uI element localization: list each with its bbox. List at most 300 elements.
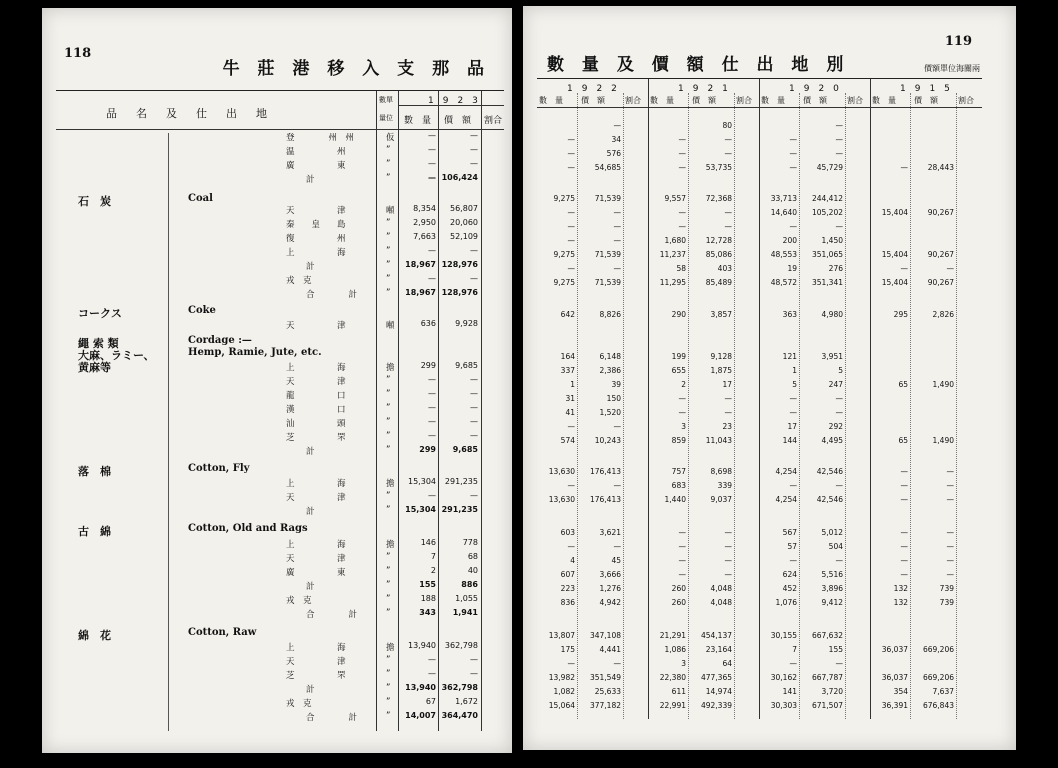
unit-mark: ” <box>386 566 391 576</box>
left-table <box>56 90 504 731</box>
val-cell: 9,685 <box>455 361 478 370</box>
val-cell: — <box>835 121 843 130</box>
col-divider <box>438 91 439 731</box>
left-page-number: 118 <box>64 46 92 61</box>
origin-place: 戎 克 <box>286 596 312 606</box>
val-cell: 8,698 <box>710 467 732 476</box>
qty-cell: — <box>428 431 436 440</box>
qty-cell: — <box>678 149 686 158</box>
year-label: 1 9 1 5 <box>900 84 950 94</box>
qty-cell: 574 <box>560 436 575 445</box>
qty-cell: 22,380 <box>659 673 686 682</box>
val-cell: 71,539 <box>594 194 621 203</box>
val-cell: 90,267 <box>927 278 954 287</box>
val-cell: 576 <box>606 149 621 158</box>
val-cell: 477,365 <box>700 673 732 682</box>
qty-cell: 15,304 <box>405 505 436 514</box>
qty-cell: 13,807 <box>548 631 575 640</box>
val-cell: 667,787 <box>811 673 843 682</box>
origin-place: 上 海 <box>286 643 346 653</box>
origin-place: 計 <box>306 685 315 695</box>
qty-cell: — <box>900 467 908 476</box>
unit-mark: 擔 <box>386 479 395 489</box>
qty-cell: 19 <box>787 264 797 273</box>
unit-mark: ” <box>386 403 391 413</box>
qty-cell: 175 <box>560 645 575 654</box>
qty-cell: 31 <box>565 394 575 403</box>
origin-place: 漢 口 <box>286 405 346 415</box>
val-cell: — <box>946 542 954 551</box>
qty-cell: 836 <box>560 598 575 607</box>
unit-mark: ” <box>386 232 391 242</box>
val-cell: — <box>470 431 478 440</box>
qty-cell: — <box>567 422 575 431</box>
col-qty-label: 數 量 <box>650 96 674 105</box>
origin-place: 上 海 <box>286 248 346 258</box>
origin-place: 上 海 <box>286 363 346 373</box>
category-name-en: Cotton, Fly <box>188 463 250 474</box>
unit-mark: ” <box>386 445 391 455</box>
qty-cell: — <box>567 481 575 490</box>
val-cell: 351,549 <box>589 673 621 682</box>
origin-place: 上 海 <box>286 540 346 550</box>
val-cell: — <box>724 556 732 565</box>
unit-mark: ” <box>386 505 391 515</box>
left-page-title: 牛 莊 港 移 入 支 那 品 <box>222 59 490 79</box>
qty-cell: 4 <box>570 556 575 565</box>
val-cell: 669,206 <box>922 673 954 682</box>
val-cell: 669,206 <box>922 645 954 654</box>
val-cell: 4,495 <box>821 436 843 445</box>
qty-cell: — <box>428 655 436 664</box>
val-cell: 403 <box>717 264 732 273</box>
qty-cell: 14,007 <box>405 711 436 720</box>
qty-cell: — <box>428 375 436 384</box>
val-cell: — <box>470 246 478 255</box>
qty-cell: 299 <box>420 361 436 370</box>
left-page <box>42 8 512 753</box>
qty-cell: — <box>900 528 908 537</box>
val-cell: 53,735 <box>705 163 732 172</box>
qty-cell: 15,404 <box>881 208 908 217</box>
val-cell: — <box>613 222 621 231</box>
qty-cell: — <box>428 145 436 154</box>
val-cell: 176,413 <box>589 495 621 504</box>
year-label: 1 9 2 1 <box>678 84 728 94</box>
val-cell: 1,941 <box>452 608 478 617</box>
qty-cell: — <box>789 556 797 565</box>
year-label: 1 9 2 2 <box>567 84 617 94</box>
header-unit-top: 數單 <box>379 96 393 104</box>
qty-cell: — <box>789 149 797 158</box>
val-cell: 9,037 <box>710 495 732 504</box>
val-cell: 80 <box>722 121 732 130</box>
qty-cell: 15,064 <box>548 701 575 710</box>
origin-place: 廣 東 <box>286 568 346 578</box>
category-name-jp: 綿 花 <box>78 629 111 642</box>
val-cell: — <box>946 495 954 504</box>
qty-cell: — <box>428 131 436 140</box>
val-cell: 71,539 <box>594 278 621 287</box>
qty-cell: 337 <box>560 366 575 375</box>
unit-mark: ” <box>386 697 391 707</box>
qty-cell: 13,940 <box>405 683 436 692</box>
val-cell: — <box>470 669 478 678</box>
val-cell: 276 <box>828 264 843 273</box>
col-val-label: 價 額 <box>581 96 605 105</box>
origin-place: 計 <box>306 175 315 185</box>
val-cell: 64 <box>722 659 732 668</box>
qty-cell: — <box>428 417 436 426</box>
header-ratio: 割合 <box>484 116 503 126</box>
qty-cell: — <box>678 556 686 565</box>
qty-cell: 200 <box>782 236 797 245</box>
origin-place: 復 州 <box>286 234 346 244</box>
val-cell: — <box>613 542 621 551</box>
val-cell: — <box>724 208 732 217</box>
qty-cell: — <box>900 542 908 551</box>
category-name-jp: 古 綿 <box>78 525 111 538</box>
val-cell: 90,267 <box>927 208 954 217</box>
val-cell: 42,546 <box>816 495 843 504</box>
unit-mark: ” <box>386 145 391 155</box>
qty-cell: 9,275 <box>553 194 575 203</box>
qty-cell: 5 <box>792 380 797 389</box>
origin-place: 計 <box>306 582 315 592</box>
qty-cell: 655 <box>671 366 686 375</box>
unit-mark: 仮 <box>386 133 395 143</box>
val-cell: 1,055 <box>455 594 478 603</box>
qty-cell: 65 <box>898 380 908 389</box>
qty-cell: — <box>428 173 436 182</box>
val-cell: — <box>470 274 478 283</box>
qty-cell: 757 <box>671 467 686 476</box>
sub-column-divider <box>956 93 957 719</box>
qty-cell: 13,630 <box>548 467 575 476</box>
val-cell: — <box>724 528 732 537</box>
qty-cell: — <box>428 669 436 678</box>
val-cell: 25,633 <box>594 687 621 696</box>
origin-place: 登 州 州 <box>286 133 355 143</box>
val-cell: 9,685 <box>452 445 478 454</box>
qty-cell: 22,991 <box>659 701 686 710</box>
origin-place: 温 州 <box>286 147 346 157</box>
val-cell: 5 <box>838 366 843 375</box>
qty-cell: 2 <box>681 380 686 389</box>
origin-place: 上 海 <box>286 479 346 489</box>
qty-cell: — <box>789 481 797 490</box>
qty-cell: — <box>678 408 686 417</box>
qty-cell: 144 <box>782 436 797 445</box>
header-year: 1 9 2 3 <box>428 96 478 106</box>
header-unit-bottom: 量位 <box>379 114 393 122</box>
right-page-number: 119 <box>944 34 972 49</box>
qty-cell: 36,037 <box>881 645 908 654</box>
qty-cell: — <box>567 208 575 217</box>
val-cell: 1,520 <box>599 408 621 417</box>
val-cell: 739 <box>939 598 954 607</box>
val-cell: — <box>470 145 478 154</box>
qty-cell: 607 <box>560 570 575 579</box>
category-name-en: Cotton, Raw <box>188 627 257 638</box>
qty-cell: — <box>567 264 575 273</box>
qty-cell: 199 <box>671 352 686 361</box>
origin-place: 合 計 <box>306 713 358 723</box>
qty-cell: — <box>900 264 908 273</box>
qty-cell: 15,404 <box>881 250 908 259</box>
val-cell: 7,637 <box>932 687 954 696</box>
origin-place: 合 計 <box>306 610 358 620</box>
col-divider <box>398 91 399 731</box>
val-cell: 11,043 <box>705 436 732 445</box>
qty-cell: — <box>678 222 686 231</box>
sub-column-divider <box>623 93 624 719</box>
qty-cell: 7 <box>430 552 436 561</box>
category-name-jp: 落 棉 <box>78 465 111 478</box>
val-cell: 56,807 <box>450 204 478 213</box>
qty-cell: 15,404 <box>881 278 908 287</box>
origin-place: 天 津 <box>286 206 346 216</box>
header-divider <box>56 129 504 130</box>
val-cell: 364,470 <box>441 711 478 720</box>
qty-cell: 13,630 <box>548 495 575 504</box>
unit-mark: ” <box>386 711 391 721</box>
origin-place: 戎 克 <box>286 699 312 709</box>
qty-cell: 4,254 <box>775 495 797 504</box>
right-table <box>537 78 982 719</box>
val-cell: 40 <box>467 566 478 575</box>
val-cell: — <box>835 481 843 490</box>
origin-place: 戎 克 <box>286 276 312 286</box>
qty-cell: 18,967 <box>405 288 436 297</box>
qty-cell: 624 <box>782 570 797 579</box>
val-cell: 1,490 <box>932 380 954 389</box>
origin-place: 合 計 <box>306 290 358 300</box>
val-cell: 351,341 <box>811 278 843 287</box>
origin-place: 秦 皇 島 <box>286 220 346 230</box>
val-cell: 3,857 <box>710 310 732 319</box>
qty-cell: 121 <box>782 352 797 361</box>
origin-place: 天 津 <box>286 657 346 667</box>
unit-mark: ” <box>386 608 391 618</box>
val-cell: 5,012 <box>821 528 843 537</box>
qty-cell: 363 <box>782 310 797 319</box>
qty-cell: 8,354 <box>413 204 436 213</box>
unit-mark: ” <box>386 274 391 284</box>
qty-cell: 354 <box>893 687 908 696</box>
val-cell: 291,235 <box>444 477 478 486</box>
qty-cell: 642 <box>560 310 575 319</box>
val-cell: — <box>835 659 843 668</box>
qty-cell: 36,391 <box>881 701 908 710</box>
category-name-en: Hemp, Ramie, Jute, etc. <box>188 347 322 358</box>
val-cell: 492,339 <box>700 701 732 710</box>
qty-cell: — <box>567 135 575 144</box>
val-cell: 347,108 <box>589 631 621 640</box>
col-val-label: 價 額 <box>803 96 827 105</box>
val-cell: — <box>724 222 732 231</box>
qty-cell: — <box>789 394 797 403</box>
val-cell: 362,798 <box>441 683 478 692</box>
category-name-jp: コークス <box>78 307 122 320</box>
qty-cell: — <box>428 274 436 283</box>
unit-note: 價額單位海關兩 <box>924 64 980 73</box>
val-cell: 351,065 <box>811 250 843 259</box>
qty-cell: 30,162 <box>770 673 797 682</box>
qty-cell: 223 <box>560 584 575 593</box>
header-val: 價 額 <box>444 116 472 126</box>
val-cell: 71,539 <box>594 250 621 259</box>
col-ratio-label: 割合 <box>847 96 863 105</box>
qty-cell: — <box>567 659 575 668</box>
qty-cell: — <box>900 163 908 172</box>
val-cell: 45 <box>611 556 621 565</box>
unit-mark: ” <box>386 417 391 427</box>
val-cell: 778 <box>462 538 478 547</box>
qty-cell: 11,295 <box>659 278 686 287</box>
unit-mark: ” <box>386 288 391 298</box>
origin-place: 天 津 <box>286 321 346 331</box>
qty-cell: 2 <box>430 566 436 575</box>
qty-cell: 3 <box>681 422 686 431</box>
origin-place: 計 <box>306 262 315 272</box>
qty-cell: 299 <box>419 445 436 454</box>
val-cell: 54,685 <box>594 163 621 172</box>
qty-cell: 21,291 <box>659 631 686 640</box>
val-cell: 671,507 <box>811 701 843 710</box>
val-cell: 4,048 <box>710 584 732 593</box>
qty-cell: — <box>567 149 575 158</box>
val-cell: 362,798 <box>444 641 478 650</box>
qty-cell: 33,713 <box>770 194 797 203</box>
val-cell: — <box>470 655 478 664</box>
category-name-en: Coal <box>188 193 213 204</box>
qty-cell: — <box>678 542 686 551</box>
col-qty-label: 數 量 <box>872 96 896 105</box>
unit-mark: ” <box>386 246 391 256</box>
val-cell: 454,137 <box>700 631 732 640</box>
qty-cell: 15,304 <box>408 477 436 486</box>
unit-mark: ” <box>386 594 391 604</box>
qty-cell: 14,640 <box>770 208 797 217</box>
val-cell: — <box>724 394 732 403</box>
origin-place: 廣 東 <box>286 161 346 171</box>
origin-place: 天 津 <box>286 554 346 564</box>
val-cell: — <box>724 570 732 579</box>
val-cell: — <box>613 236 621 245</box>
qty-cell: 452 <box>782 584 797 593</box>
val-cell: — <box>470 389 478 398</box>
origin-place: 天 津 <box>286 377 346 387</box>
val-cell: 42,546 <box>816 467 843 476</box>
val-cell: — <box>470 417 478 426</box>
origin-place: 天 津 <box>286 493 346 503</box>
year-group-divider <box>870 79 871 719</box>
qty-cell: 48,572 <box>770 278 797 287</box>
qty-cell: — <box>678 528 686 537</box>
val-cell: — <box>835 149 843 158</box>
val-cell: — <box>724 149 732 158</box>
val-cell: — <box>835 394 843 403</box>
qty-cell: 13,982 <box>548 673 575 682</box>
qty-cell: 9,275 <box>553 278 575 287</box>
qty-cell: 567 <box>782 528 797 537</box>
qty-cell: — <box>900 556 908 565</box>
col-ratio-label: 割合 <box>736 96 752 105</box>
val-cell: 9,928 <box>455 319 478 328</box>
val-cell: — <box>470 491 478 500</box>
val-cell: — <box>835 556 843 565</box>
year-group-divider <box>648 79 649 719</box>
col-val-label: 價 額 <box>914 96 938 105</box>
category-name-jp: 大麻、ラミー、 <box>78 349 155 362</box>
qty-cell: — <box>900 495 908 504</box>
unit-mark: 擔 <box>386 363 395 373</box>
origin-place: 芝 罘 <box>286 433 346 443</box>
val-cell: — <box>724 542 732 551</box>
sub-column-divider <box>577 93 578 719</box>
val-cell: 9,412 <box>821 598 843 607</box>
qty-cell: — <box>567 542 575 551</box>
val-cell: 2,826 <box>932 310 954 319</box>
header-commodity: 品 名 及 仕 出 地 <box>106 107 271 120</box>
category-name-jp: 黄麻等 <box>78 361 111 374</box>
val-cell: 4,980 <box>821 310 843 319</box>
qty-cell: — <box>678 570 686 579</box>
qty-cell: — <box>900 481 908 490</box>
qty-cell: 611 <box>671 687 686 696</box>
val-cell: — <box>613 481 621 490</box>
qty-cell: 636 <box>420 319 436 328</box>
right-page-title: 數 量 及 價 額 仕 出 地 別 <box>547 55 850 75</box>
val-cell: 2,386 <box>599 366 621 375</box>
val-cell: 291,235 <box>441 505 478 514</box>
qty-cell: — <box>900 570 908 579</box>
val-cell: 85,489 <box>705 278 732 287</box>
qty-cell: 1,082 <box>553 687 575 696</box>
unit-mark: ” <box>386 655 391 665</box>
qty-cell: 1 <box>792 366 797 375</box>
val-cell: 105,202 <box>811 208 843 217</box>
unit-mark: ” <box>386 260 391 270</box>
val-cell: 10,243 <box>594 436 621 445</box>
val-cell: 1,276 <box>599 584 621 593</box>
val-cell: — <box>470 159 478 168</box>
col-val-label: 價 額 <box>692 96 716 105</box>
val-cell: 1,490 <box>932 436 954 445</box>
val-cell: 667,632 <box>811 631 843 640</box>
val-cell: 1,875 <box>710 366 732 375</box>
qty-cell: 57 <box>787 542 797 551</box>
col-ratio-label: 割合 <box>958 96 974 105</box>
qty-cell: — <box>428 389 436 398</box>
qty-cell: — <box>567 236 575 245</box>
qty-cell: — <box>428 159 436 168</box>
qty-cell: 7 <box>792 645 797 654</box>
qty-cell: 17 <box>787 422 797 431</box>
val-cell: 34 <box>611 135 621 144</box>
origin-place: 龍 口 <box>286 391 346 401</box>
col-qty-label: 數 量 <box>539 96 563 105</box>
qty-cell: 155 <box>419 580 436 589</box>
qty-cell: 58 <box>676 264 686 273</box>
sub-column-divider <box>734 93 735 719</box>
val-cell: — <box>724 408 732 417</box>
unit-mark: ” <box>386 552 391 562</box>
qty-cell: — <box>428 246 436 255</box>
qty-cell: 11,237 <box>659 250 686 259</box>
val-cell: 23,164 <box>705 645 732 654</box>
